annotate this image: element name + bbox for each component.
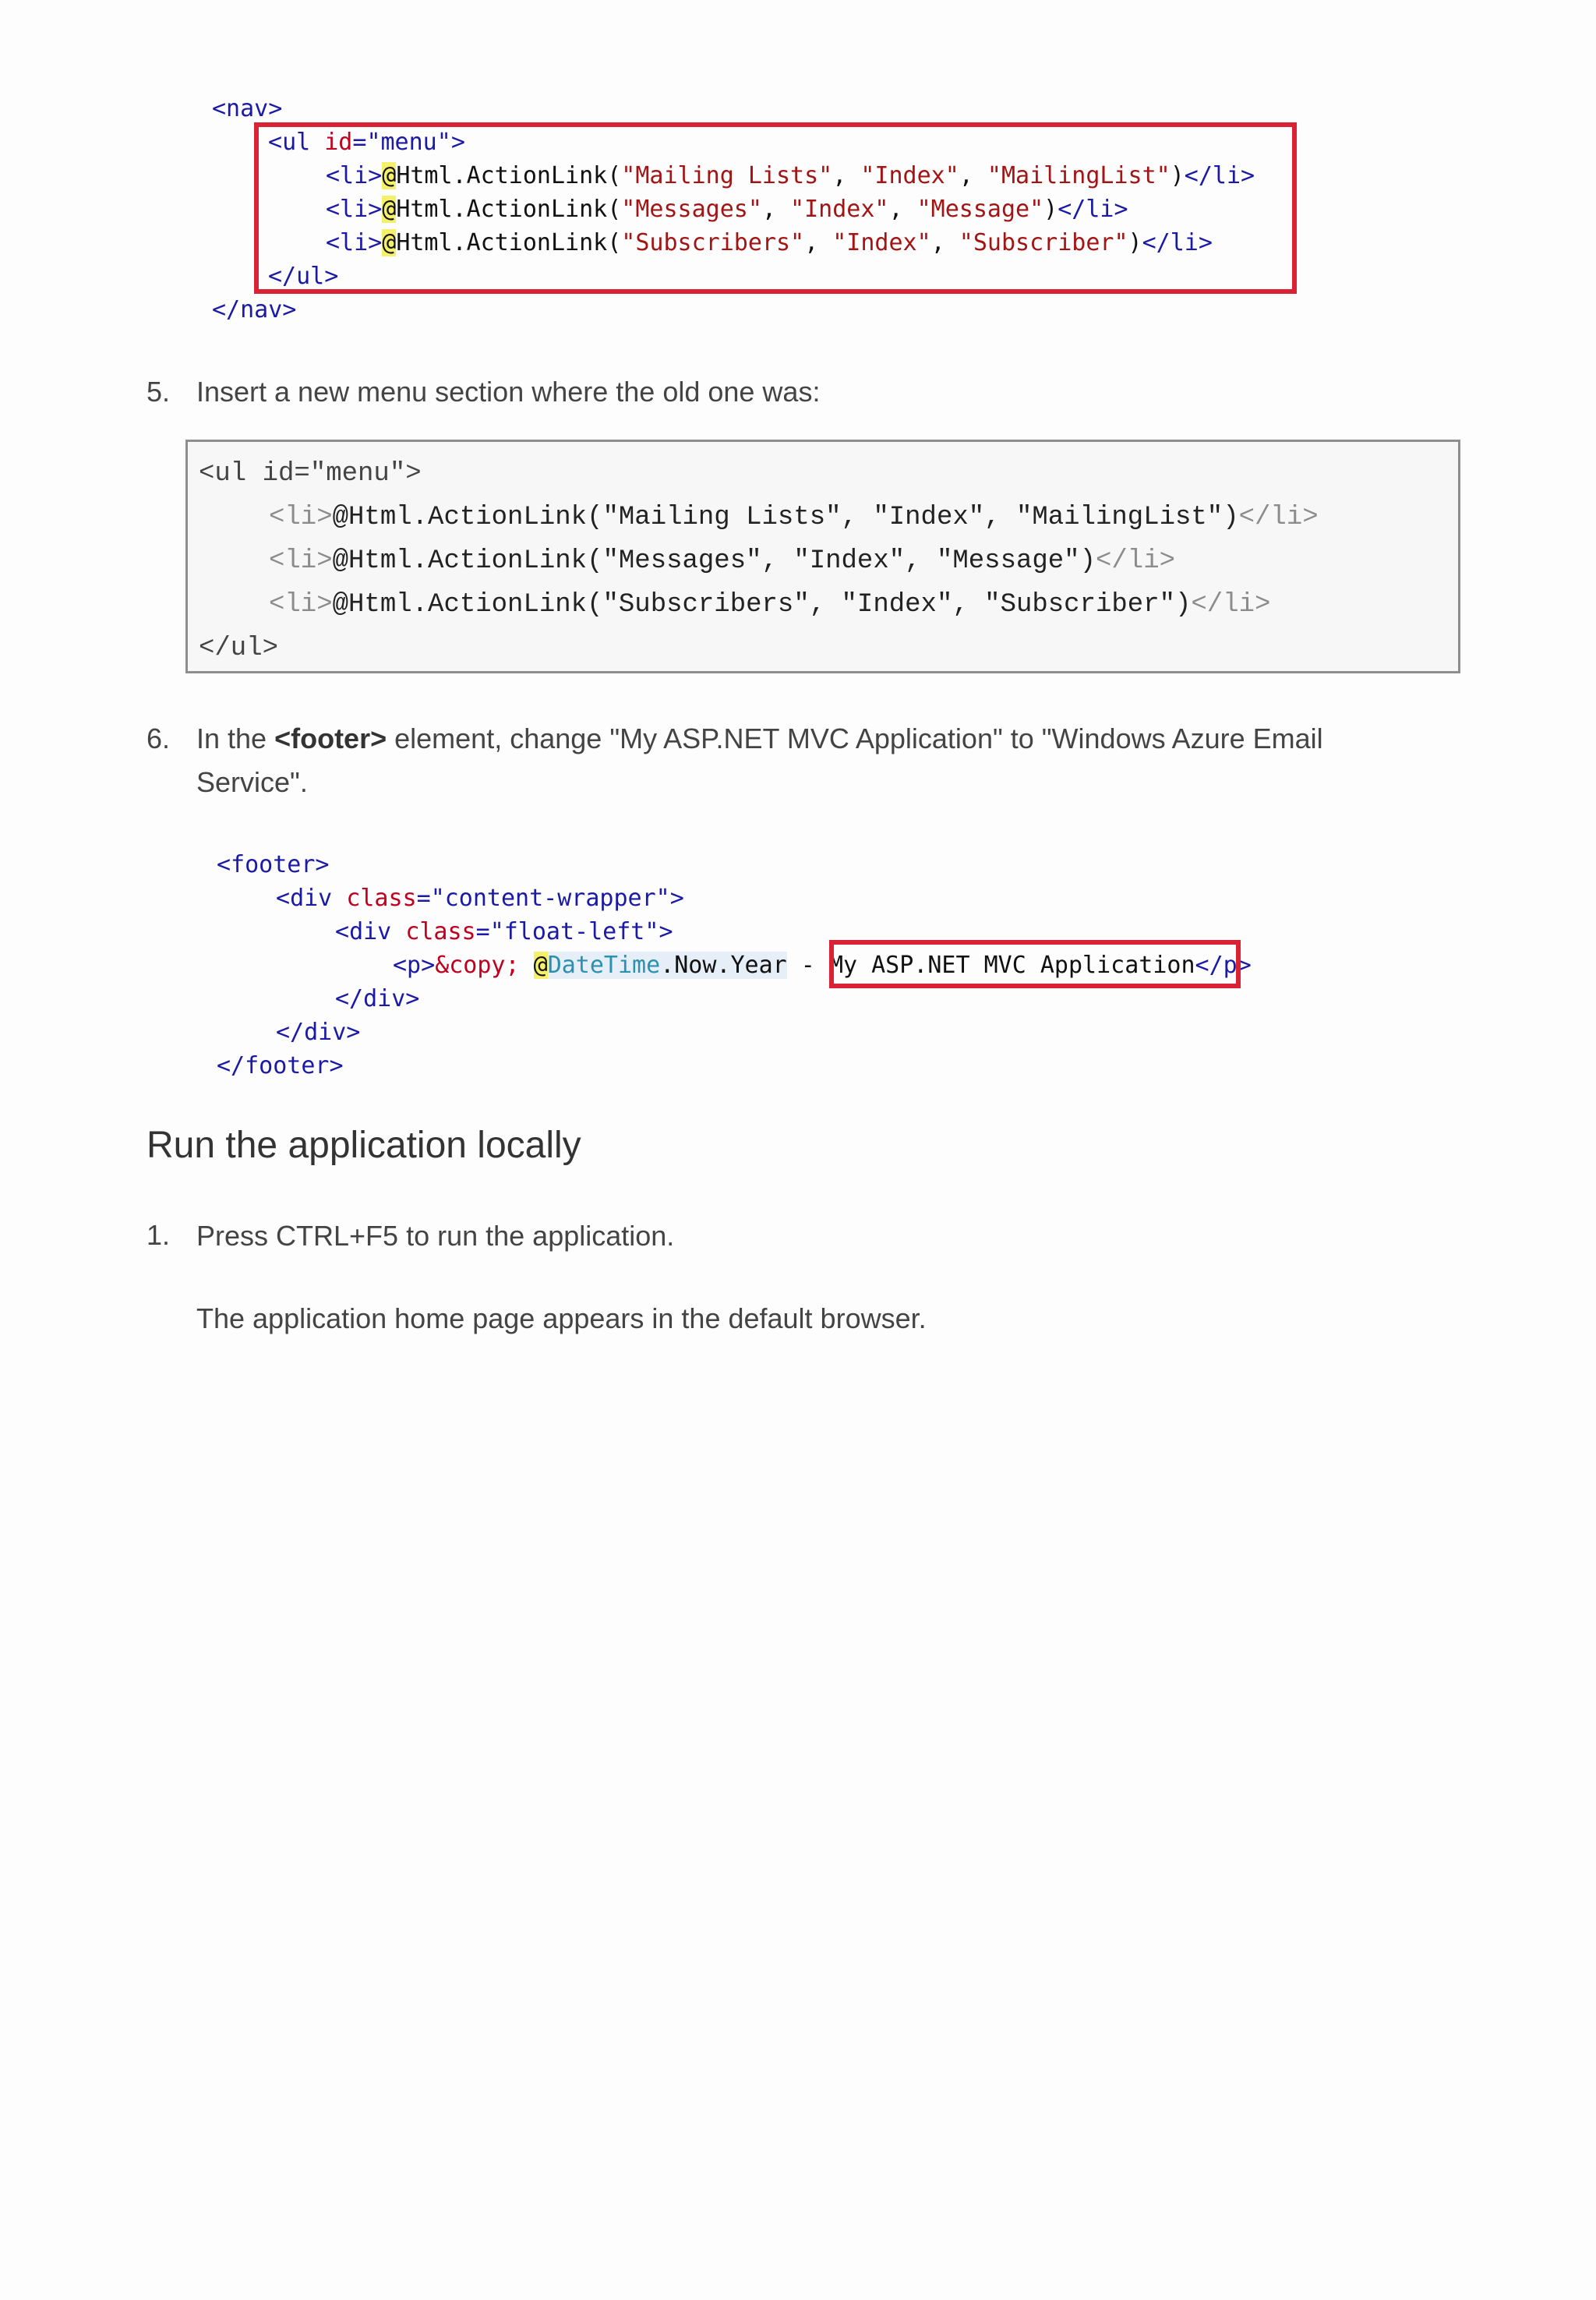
step-text: In the <footer> element, change "My ASP.NET MVC Application" to "Windows Azure Email Service". xyxy=(196,723,1323,798)
code-line-li-3: <li>@Html.ActionLink("Subscribers", "Index", "Subscriber")</li> xyxy=(269,590,1271,620)
step-text: Press CTRL+F5 to run the application. xyxy=(196,1220,675,1252)
code-line-div-close: </div> xyxy=(335,985,420,1012)
code-line-li-2: <li>@Html.ActionLink("Messages", "Index", "Message")</li> xyxy=(269,546,1176,576)
code-line-div-content-wrapper: <div class="content-wrapper"> xyxy=(276,885,684,912)
code-line-footer-close: </footer> xyxy=(217,1052,344,1079)
footer-tag-bold: <footer> xyxy=(274,723,387,754)
code-line-nav-open: <nav> xyxy=(212,95,283,122)
step-note: The application home page appears in the default browser. xyxy=(196,1302,927,1334)
code-line-ul-close: </ul> xyxy=(199,634,279,663)
section-heading: Run the application locally xyxy=(147,1125,581,1166)
step-number: 1. xyxy=(147,1219,171,1251)
code-line-nav-close: </nav> xyxy=(212,296,297,323)
step-text: Insert a new menu section where the old one was: xyxy=(196,376,821,408)
code-line-p: <p>&copy; @DateTime.Now.Year - My ASP.NET MVC Application</p> xyxy=(393,952,1252,979)
highlight-box-menu xyxy=(254,122,1297,294)
code-line-div-float-left: <div class="float-left"> xyxy=(335,918,673,945)
code-line-ul-close: </ul> xyxy=(268,263,339,290)
code-line-li-2: <li>@Html.ActionLink("Messages", "Index", "Message")</li> xyxy=(326,196,1128,223)
code-line-footer-open: <footer> xyxy=(217,851,330,878)
code-line-li-1: <li>@Html.ActionLink("Mailing Lists", "Index", "MailingList")</li> xyxy=(326,162,1255,189)
code-line-div-close: </div> xyxy=(276,1019,361,1046)
code-block-menu xyxy=(185,440,1460,673)
step-number: 6. xyxy=(147,723,171,754)
highlight-box-app-name xyxy=(829,940,1241,988)
code-line-li-3: <li>@Html.ActionLink("Subscribers", "Index", "Subscriber")</li> xyxy=(326,229,1213,256)
code-line-li-1: <li>@Html.ActionLink("Mailing Lists", "Index", "MailingList")</li> xyxy=(269,503,1319,532)
step-number: 5. xyxy=(147,376,171,408)
code-line-ul-open: <ul id="menu"> xyxy=(199,459,422,489)
code-line-ul-open: <ul id="menu"> xyxy=(268,129,465,156)
